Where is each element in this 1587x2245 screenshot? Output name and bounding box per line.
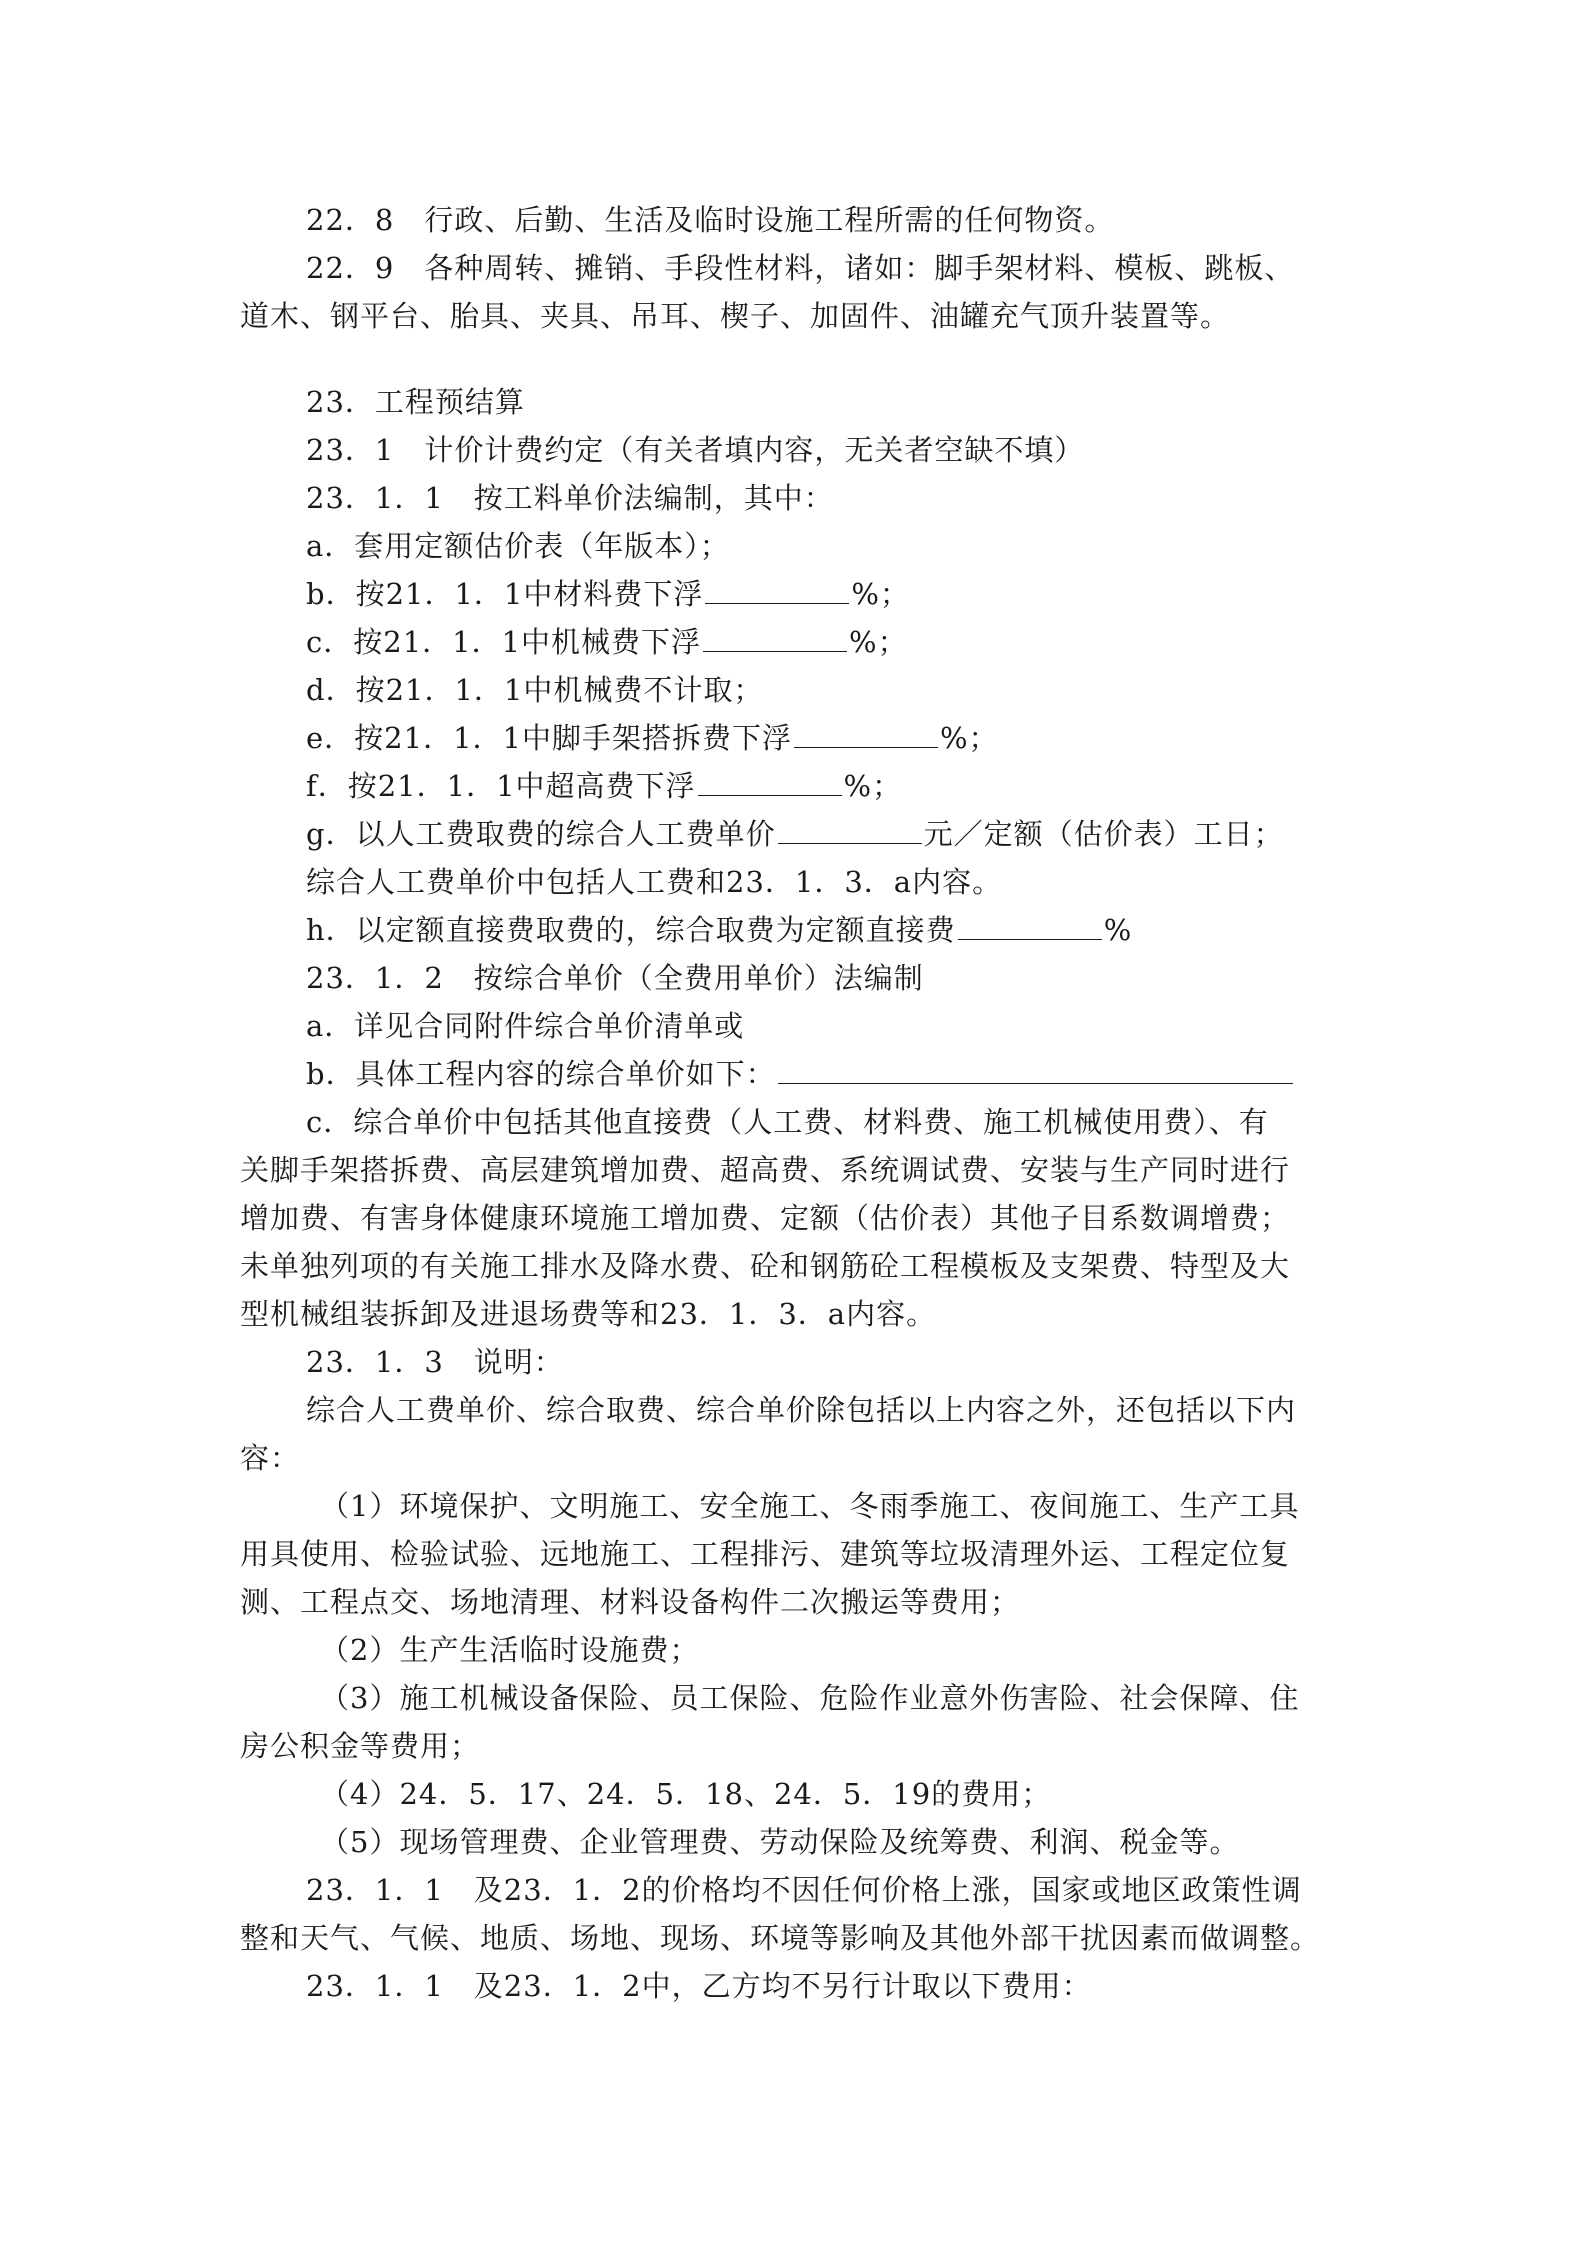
line-text: g．以人工费取费的综合人工费单价 (306, 817, 776, 851)
fill-in-blank (703, 621, 847, 652)
document-page (240, 196, 1350, 2010)
line-text: %； (939, 721, 999, 755)
line-text: e．按21．1．1中脚手架搭拆费下浮 (306, 721, 792, 755)
text-line: a．套用定额估价表（年版本）； (306, 529, 730, 563)
text-line: （4）24．5．17、24．5．18、24．5．19的费用； (320, 1777, 1052, 1811)
line-text: 元／定额（估价表）工日； (923, 817, 1284, 851)
text-line (240, 906, 1350, 954)
text-line: 综合人工费单价中包括人工费和23．1．3．a内容。 (306, 865, 1003, 899)
text-line: 整和天气、气候、地质、场地、现场、环境等影响及其他外部干扰因素而做调整。 (240, 1921, 1321, 1955)
text-line: 22．9 各种周转、摊销、手段性材料，诸如：脚手架材料、模板、跳板、 (306, 251, 1295, 285)
line-text: b．按21．1．1中材料费下浮 (306, 577, 704, 611)
line-text: c．按21．1．1中机械费下浮 (306, 625, 702, 659)
fill-in-blank (778, 813, 922, 844)
text-line: 23．1．2 按综合单价（全费用单价）法编制 (306, 961, 924, 995)
text-line: 道木、钢平台、胎具、夹具、吊耳、楔子、加固件、油罐充气顶升装置等。 (240, 299, 1231, 333)
fill-in-blank (958, 909, 1102, 940)
line-text: %； (851, 577, 910, 611)
line-text: %； (849, 625, 908, 659)
text-line: c．综合单价中包括其他直接费（人工费、材料费、施工机械使用费）、有 (306, 1105, 1269, 1139)
text-line: 房公积金等费用； (240, 1729, 481, 1763)
text-line: 23．1．1 按工料单价法编制，其中： (306, 481, 834, 515)
line-text: h．以定额直接费取费的，综合取费为定额直接费 (306, 913, 956, 947)
line-text: % (1103, 913, 1133, 947)
text-line: 综合人工费单价、综合取费、综合单价除包括以上内容之外，还包括以下内 (306, 1393, 1297, 1427)
text-line (240, 618, 1350, 666)
text-line (240, 810, 1350, 858)
text-line: 增加费、有害身体健康环境施工增加费、定额（估价表）其他子目系数调增费； (240, 1201, 1291, 1235)
text-line: d．按21．1．1中机械费不计取； (306, 673, 764, 707)
text-line: （2）生产生活临时设施费； (320, 1633, 700, 1667)
text-line: 容： (240, 1441, 301, 1475)
text-line: 关脚手架搭拆费、高层建筑增加费、超高费、系统调试费、安装与生产同时进行 (240, 1153, 1291, 1187)
paragraph-gap (240, 340, 1350, 378)
text-line (240, 570, 1350, 618)
text-line: 23．1．3 说明： (306, 1345, 564, 1379)
text-line: （3）施工机械设备保险、员工保险、危险作业意外伤害险、社会保障、住 (320, 1681, 1300, 1715)
text-line: a．详见合同附件综合单价清单或 (306, 1009, 745, 1043)
line-text: b．具体工程内容的综合单价如下： (306, 1057, 776, 1091)
text-line (240, 762, 1350, 810)
line-text: %； (843, 769, 903, 803)
text-line (240, 714, 1350, 762)
text-line: 用具使用、检验试验、远地施工、工程排污、建筑等垃圾清理外运、工程定位复 (240, 1537, 1291, 1571)
text-line: 23．1．1 及23．1．2中，乙方均不另行计取以下费用： (306, 1969, 1092, 2003)
line-text: f．按21．1．1中超高费下浮 (306, 769, 696, 803)
text-line: 22．8 行政、后勤、生活及临时设施工程所需的任何物资。 (306, 203, 1115, 237)
section-heading: 23．工程预结算 (306, 385, 525, 419)
fill-in-blank (698, 765, 842, 796)
text-line (240, 1050, 1350, 1098)
text-line: 23．1．1 及23．1．2的价格均不因任何价格上涨，国家或地区政策性调 (306, 1873, 1302, 1907)
fill-in-blank (778, 1053, 1293, 1084)
text-line: 未单独列项的有关施工排水及降水费、砼和钢筋砼工程模板及支架费、特型及大 (240, 1249, 1291, 1283)
text-line: （5）现场管理费、企业管理费、劳动保险及统筹费、利润、税金等。 (320, 1825, 1240, 1859)
text-line: 测、工程点交、场地清理、材料设备构件二次搬运等费用； (240, 1585, 1021, 1619)
fill-in-blank (794, 717, 938, 748)
text-line: 23．1 计价计费约定（有关者填内容，无关者空缺不填） (306, 433, 1085, 467)
fill-in-blank (705, 573, 849, 604)
text-line: （1）环境保护、文明施工、安全施工、冬雨季施工、夜间施工、生产工具 (320, 1489, 1300, 1523)
text-line: 型机械组装拆卸及进退场费等和23．1．3．a内容。 (240, 1297, 937, 1331)
